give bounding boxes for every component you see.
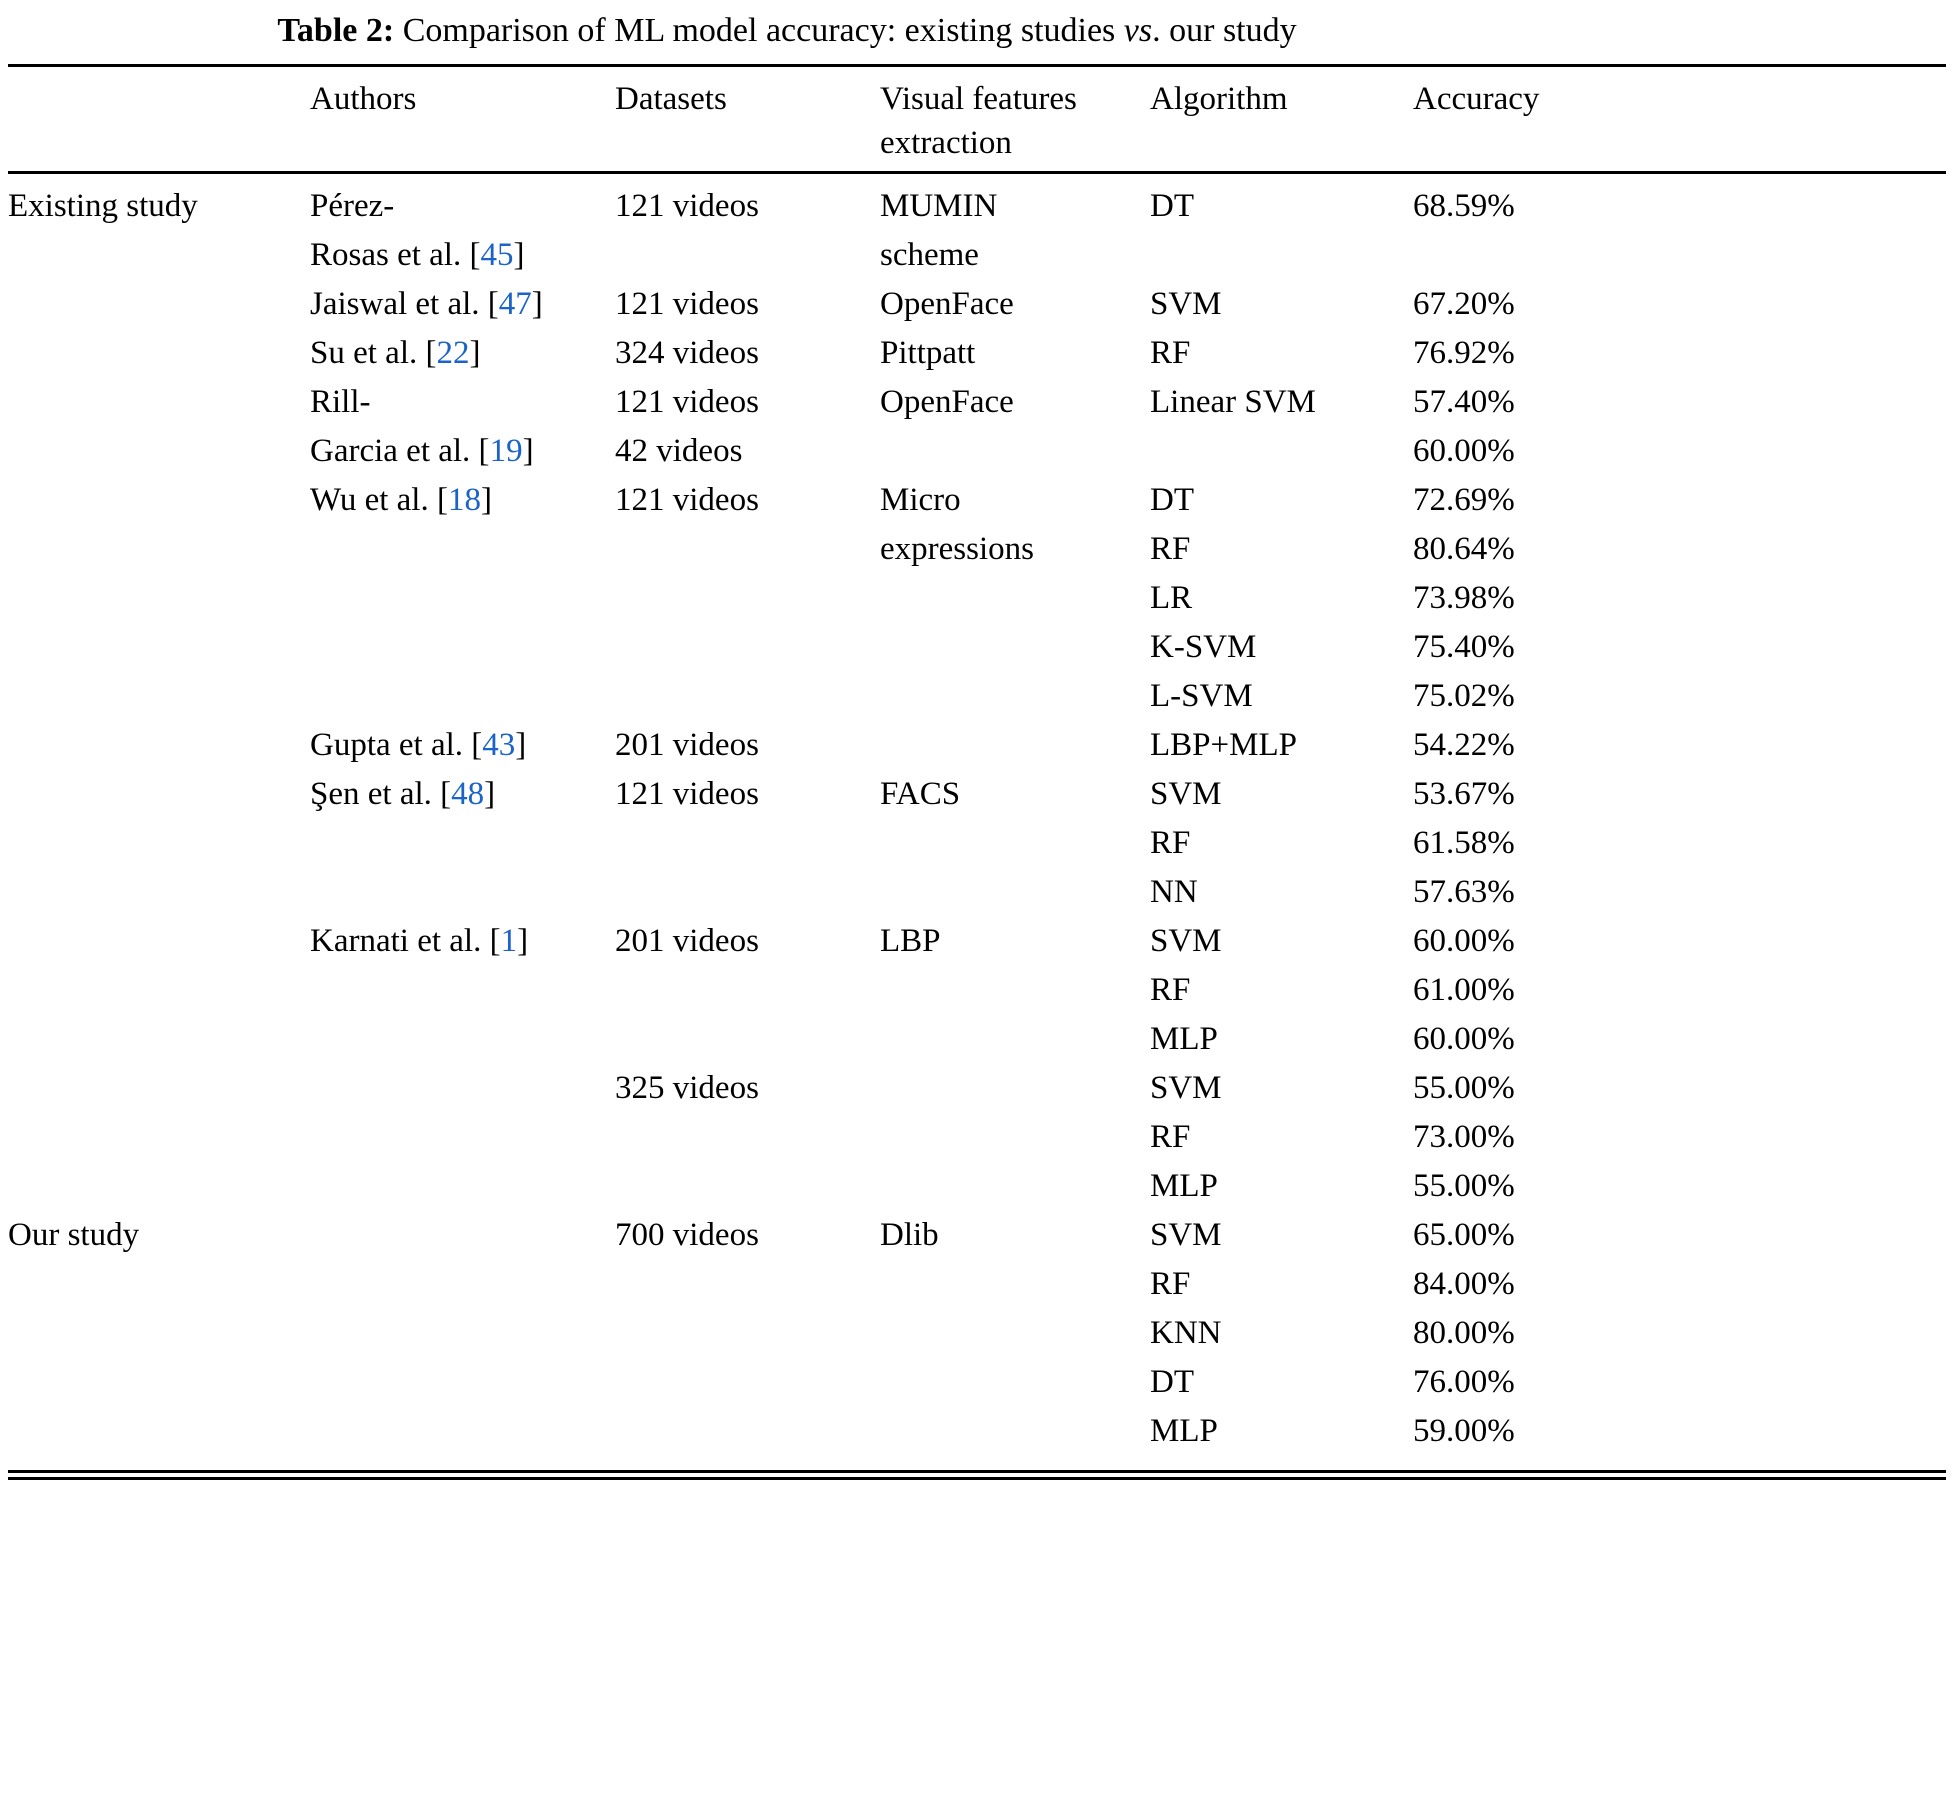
cell-authors <box>310 574 615 623</box>
cell-features <box>880 966 1150 1015</box>
cell-group <box>8 1113 310 1162</box>
table-title-vs: vs <box>1123 12 1153 49</box>
cell-authors <box>310 672 615 721</box>
cell-datasets: 121 videos <box>615 482 759 518</box>
cell-accuracy: 80.00% <box>1413 1315 1515 1351</box>
table-title-suffix: . our study <box>1152 12 1297 49</box>
citation-link[interactable]: 1 <box>500 923 518 959</box>
cell-group <box>8 770 310 819</box>
table-title-label: Table 2: <box>277 12 395 49</box>
cell-datasets <box>615 1113 880 1162</box>
cell-authors: Rill- <box>310 384 371 420</box>
citation-link[interactable]: 19 <box>489 433 523 469</box>
cell-group <box>8 1358 310 1407</box>
cell-features <box>880 868 1150 917</box>
cell-accuracy <box>1413 231 1946 280</box>
cell-accuracy: 57.63% <box>1413 874 1515 910</box>
cell-features: expressions <box>880 531 1034 567</box>
cell-datasets: 324 videos <box>615 335 759 371</box>
citation-link[interactable]: 22 <box>436 335 470 371</box>
cell-group <box>8 1260 310 1309</box>
cell-group <box>8 672 310 721</box>
cell-authors <box>310 819 615 868</box>
cell-features <box>880 1358 1150 1407</box>
cell-accuracy: 73.00% <box>1413 1119 1515 1155</box>
cell-accuracy: 61.00% <box>1413 972 1515 1008</box>
cell-group <box>8 574 310 623</box>
cell-datasets <box>615 231 880 280</box>
cell-accuracy: 53.67% <box>1413 776 1515 812</box>
cell-group: Existing study <box>8 188 198 224</box>
cell-algorithm: SVM <box>1150 1217 1222 1253</box>
cell-features: Micro <box>880 482 961 518</box>
cell-datasets: 121 videos <box>615 286 759 322</box>
table-row <box>8 427 1946 476</box>
cell-features: scheme <box>880 237 979 273</box>
cell-datasets: 121 videos <box>615 776 759 812</box>
cell-accuracy: 68.59% <box>1413 188 1515 224</box>
cell-accuracy: 73.98% <box>1413 580 1515 616</box>
cell-features: FACS <box>880 776 961 812</box>
cell-algorithm: RF <box>1150 1119 1191 1155</box>
cell-authors <box>310 868 615 917</box>
cell-algorithm: MLP <box>1150 1413 1218 1449</box>
cell-datasets <box>615 1162 880 1211</box>
cell-algorithm: RF <box>1150 531 1191 567</box>
cell-accuracy: 65.00% <box>1413 1217 1515 1253</box>
cell-group <box>8 917 310 966</box>
cell-group <box>8 1407 310 1456</box>
cell-accuracy: 60.00% <box>1413 923 1515 959</box>
cell-datasets <box>615 1358 880 1407</box>
cell-authors <box>310 1162 615 1211</box>
cell-algorithm <box>1150 231 1413 280</box>
cell-accuracy: 84.00% <box>1413 1266 1515 1302</box>
cell-algorithm: KNN <box>1150 1315 1222 1351</box>
cell-datasets: 201 videos <box>615 923 759 959</box>
cell-authors: Rosas et al. [45] <box>310 237 525 273</box>
cell-algorithm: MLP <box>1150 1021 1218 1057</box>
citation-link[interactable]: 45 <box>480 237 514 273</box>
table-row <box>8 672 1946 721</box>
cell-group <box>8 476 310 525</box>
cell-features <box>880 1064 1150 1113</box>
cell-datasets <box>615 574 880 623</box>
table-row <box>8 721 1946 770</box>
cell-accuracy: 67.20% <box>1413 286 1515 322</box>
header-authors: Authors <box>310 81 417 117</box>
cell-datasets <box>615 1309 880 1358</box>
cell-group <box>8 1015 310 1064</box>
cell-accuracy: 75.40% <box>1413 629 1515 665</box>
cell-algorithm: K-SVM <box>1150 629 1257 665</box>
table-row <box>8 231 1946 280</box>
cell-algorithm: SVM <box>1150 776 1222 812</box>
cell-authors <box>310 1358 615 1407</box>
cell-features <box>880 427 1150 476</box>
table-header <box>8 67 1946 171</box>
table-row <box>8 1162 1946 1211</box>
table-row <box>8 1113 1946 1162</box>
cell-accuracy: 72.69% <box>1413 482 1515 518</box>
cell-algorithm: SVM <box>1150 286 1222 322</box>
cell-datasets: 700 videos <box>615 1217 759 1253</box>
table-row <box>8 868 1946 917</box>
citation-link[interactable]: 47 <box>498 286 532 322</box>
cell-datasets <box>615 819 880 868</box>
cell-algorithm: DT <box>1150 188 1194 224</box>
cell-features: Dlib <box>880 1217 939 1253</box>
cell-features: Pittpatt <box>880 335 976 371</box>
header-accuracy: Accuracy <box>1413 81 1540 117</box>
cell-accuracy: 60.00% <box>1413 433 1515 469</box>
cell-group: Our study <box>8 1217 140 1253</box>
table-title <box>8 0 1946 64</box>
cell-algorithm: Linear SVM <box>1150 384 1316 420</box>
cell-algorithm: DT <box>1150 1364 1194 1400</box>
cell-datasets <box>615 966 880 1015</box>
cell-algorithm: SVM <box>1150 923 1222 959</box>
cell-features: OpenFace <box>880 286 1014 322</box>
cell-features <box>880 672 1150 721</box>
table-row <box>8 525 1946 574</box>
cell-datasets <box>615 623 880 672</box>
cell-features <box>880 1015 1150 1064</box>
table-row <box>8 623 1946 672</box>
cell-datasets <box>615 1260 880 1309</box>
cell-datasets <box>615 672 880 721</box>
cell-algorithm: RF <box>1150 335 1191 371</box>
cell-group <box>8 427 310 476</box>
table-row <box>8 378 1946 427</box>
cell-group <box>8 966 310 1015</box>
cell-algorithm: RF <box>1150 825 1191 861</box>
cell-group <box>8 1064 310 1113</box>
cell-authors <box>310 1211 615 1260</box>
table-row <box>8 1407 1946 1456</box>
table-row <box>8 1260 1946 1309</box>
cell-algorithm <box>1150 427 1413 476</box>
table-row <box>8 1064 1946 1113</box>
table-row <box>8 819 1946 868</box>
table-row <box>8 329 1946 378</box>
table-row <box>8 280 1946 329</box>
header-datasets: Datasets <box>615 81 727 117</box>
cell-accuracy: 57.40% <box>1413 384 1515 420</box>
header-visual-features: Visual features extraction <box>880 81 1077 161</box>
cell-authors <box>310 623 615 672</box>
cell-group <box>8 1162 310 1211</box>
cell-authors <box>310 1113 615 1162</box>
cell-features: OpenFace <box>880 384 1014 420</box>
cell-datasets <box>615 1407 880 1456</box>
cell-group <box>8 623 310 672</box>
cell-authors <box>310 525 615 574</box>
cell-features <box>880 1309 1150 1358</box>
cell-authors <box>310 1309 615 1358</box>
bottom-rule <box>8 1470 1946 1480</box>
table-title-text: Comparison of ML model accuracy: existing studies <box>394 12 1124 49</box>
cell-features <box>880 574 1150 623</box>
cell-authors: Su et al. [22] <box>310 335 481 371</box>
cell-algorithm: DT <box>1150 482 1194 518</box>
table-row <box>8 476 1946 525</box>
header-group <box>8 77 310 165</box>
cell-authors <box>310 1015 615 1064</box>
table-row <box>8 1015 1946 1064</box>
cell-datasets <box>615 525 880 574</box>
table-row <box>8 1309 1946 1358</box>
cell-datasets: 42 videos <box>615 433 743 469</box>
cell-features <box>880 1113 1150 1162</box>
cell-group <box>8 868 310 917</box>
cell-group <box>8 231 310 280</box>
cell-algorithm: MLP <box>1150 1168 1218 1204</box>
cell-authors: Pérez- <box>310 188 395 224</box>
cell-features: MUMIN <box>880 188 998 224</box>
cell-features <box>880 1162 1150 1211</box>
cell-algorithm: RF <box>1150 972 1191 1008</box>
cell-authors <box>310 1407 615 1456</box>
citation-link[interactable]: 48 <box>451 776 485 812</box>
header-algorithm: Algorithm <box>1150 81 1288 117</box>
cell-accuracy: 80.64% <box>1413 531 1515 567</box>
cell-algorithm: SVM <box>1150 1070 1222 1106</box>
cell-features <box>880 721 1150 770</box>
cell-group <box>8 280 310 329</box>
cell-features <box>880 1260 1150 1309</box>
cell-group <box>8 329 310 378</box>
citation-link[interactable]: 43 <box>482 727 516 763</box>
cell-datasets: 201 videos <box>615 727 759 763</box>
cell-accuracy: 54.22% <box>1413 727 1515 763</box>
cell-accuracy: 61.58% <box>1413 825 1515 861</box>
cell-authors: Garcia et al. [19] <box>310 433 534 469</box>
cell-authors: Karnati et al. [1] <box>310 923 529 959</box>
cell-features <box>880 623 1150 672</box>
cell-authors <box>310 966 615 1015</box>
table-row <box>8 966 1946 1015</box>
cell-authors <box>310 1064 615 1113</box>
table-row <box>8 574 1946 623</box>
cell-accuracy: 60.00% <box>1413 1021 1515 1057</box>
cell-group <box>8 1309 310 1358</box>
cell-accuracy: 75.02% <box>1413 678 1515 714</box>
table-body <box>8 174 1946 1470</box>
cell-accuracy: 76.92% <box>1413 335 1515 371</box>
cell-group <box>8 819 310 868</box>
table-row <box>8 917 1946 966</box>
table-row <box>8 182 1946 231</box>
cell-group <box>8 378 310 427</box>
table-row <box>8 1211 1946 1260</box>
cell-authors: Şen et al. [48] <box>310 776 496 812</box>
cell-accuracy: 76.00% <box>1413 1364 1515 1400</box>
cell-datasets: 325 videos <box>615 1070 759 1106</box>
cell-algorithm: LR <box>1150 580 1193 616</box>
cell-group <box>8 525 310 574</box>
cell-datasets: 121 videos <box>615 188 759 224</box>
cell-features <box>880 819 1150 868</box>
cell-datasets <box>615 1015 880 1064</box>
cell-accuracy: 55.00% <box>1413 1168 1515 1204</box>
table-row <box>8 1358 1946 1407</box>
cell-algorithm: NN <box>1150 874 1198 910</box>
cell-algorithm: RF <box>1150 1266 1191 1302</box>
citation-link[interactable]: 18 <box>447 482 481 518</box>
cell-authors: Gupta et al. [43] <box>310 727 527 763</box>
cell-algorithm: LBP+MLP <box>1150 727 1297 763</box>
cell-authors: Wu et al. [18] <box>310 482 492 518</box>
table-row <box>8 770 1946 819</box>
cell-authors <box>310 1260 615 1309</box>
cell-group <box>8 721 310 770</box>
cell-features: LBP <box>880 923 941 959</box>
cell-features <box>880 1407 1150 1456</box>
cell-accuracy: 59.00% <box>1413 1413 1515 1449</box>
cell-authors: Jaiswal et al. [47] <box>310 286 543 322</box>
cell-accuracy: 55.00% <box>1413 1070 1515 1106</box>
cell-algorithm: L-SVM <box>1150 678 1253 714</box>
cell-datasets <box>615 868 880 917</box>
cell-datasets: 121 videos <box>615 384 759 420</box>
